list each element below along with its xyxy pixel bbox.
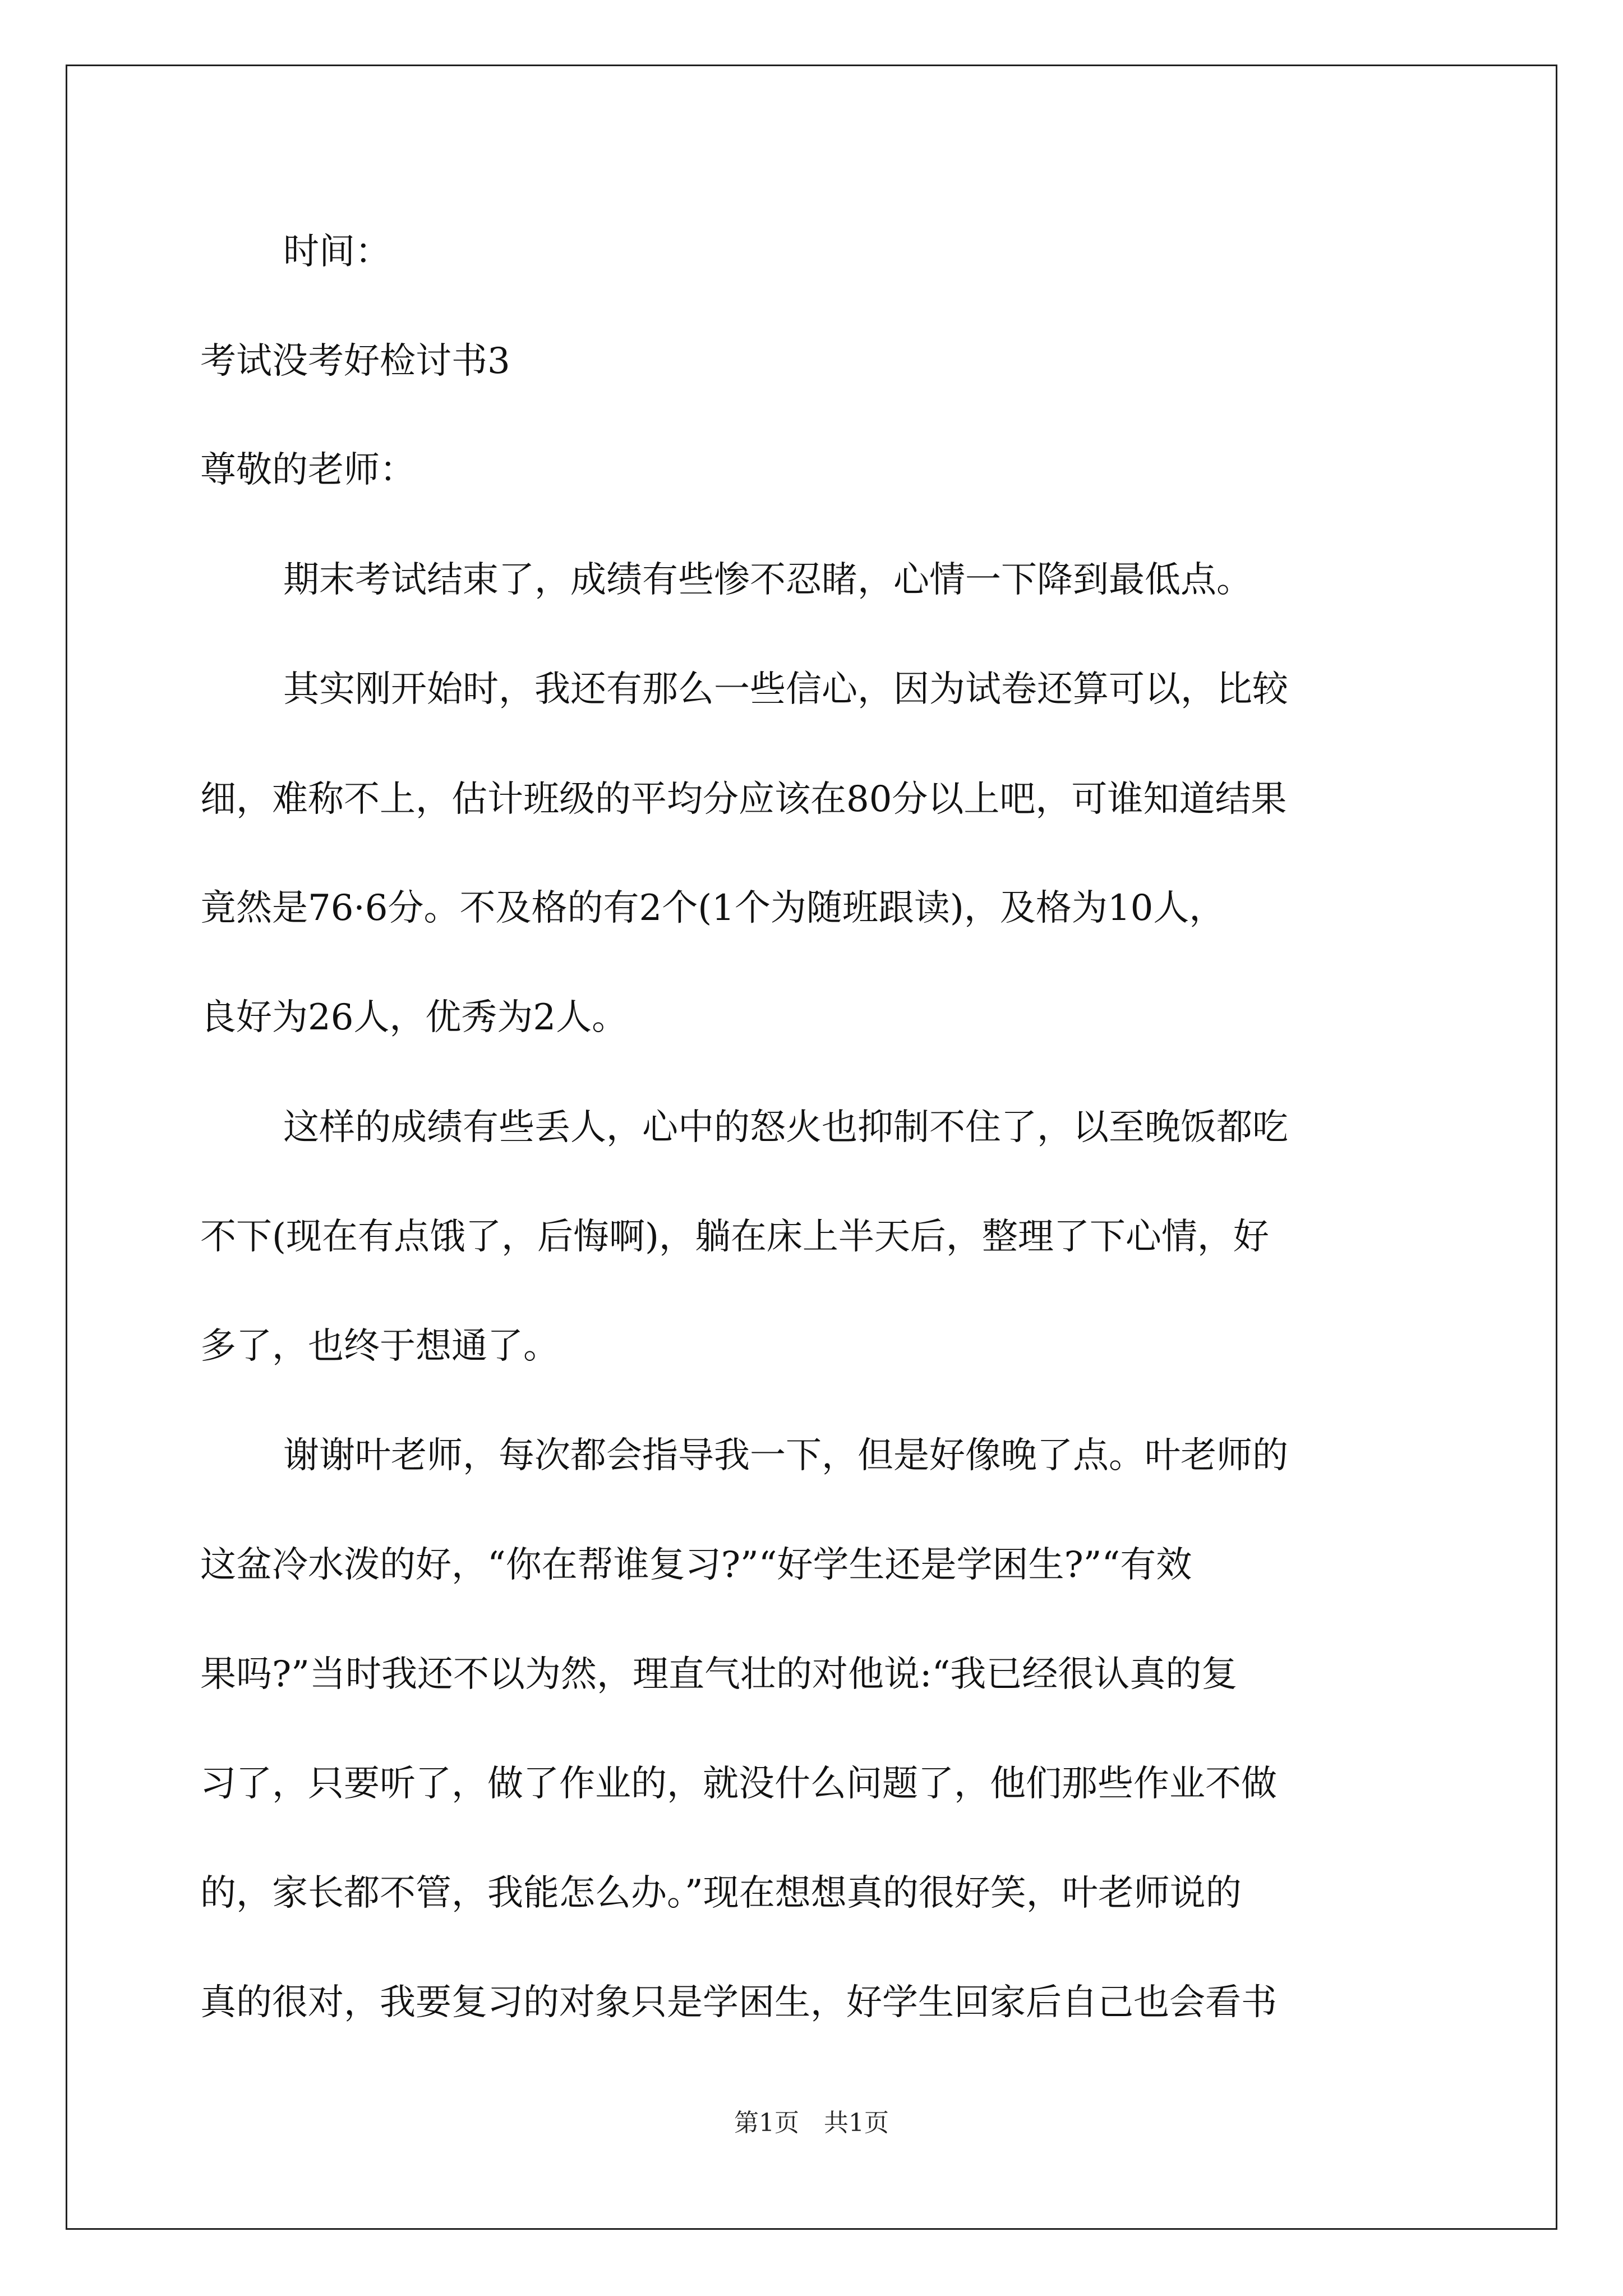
text-line: 不下(现在有点饿了，后悔啊)，躺在床上半天后，整理了下心情，好 bbox=[200, 1216, 1269, 1258]
text-line: 细，难称不上，估计班级的平均分应该在80分以上吧，可谁知道结果 bbox=[200, 779, 1287, 820]
text-line: 习了，只要听了，做了作业的，就没什么问题了，他们那些作业不做 bbox=[200, 1763, 1277, 1805]
document-title: 考试没考好检讨书3 bbox=[200, 341, 510, 382]
text-line: 良好为26人，优秀为2人。 bbox=[200, 997, 628, 1038]
text-line: 果吗?”当时我还不以为然，理直气壮的对他说:“我已经很认真的复 bbox=[200, 1654, 1238, 1695]
text-line: 的，家长都不管，我能怎么办。”现在想想真的很好笑，叶老师说的 bbox=[200, 1872, 1242, 1914]
time-label: 时间： bbox=[283, 231, 391, 273]
text-line: 这盆冷水泼的好，“你在帮谁复习?”“好学生还是学困生?”“有效 bbox=[200, 1544, 1192, 1586]
text-line: 多了，也终于想通了。 bbox=[200, 1326, 559, 1367]
text-line: 期末考试结束了，成绩有些惨不忍睹，心情一下降到最低点。 bbox=[283, 559, 1252, 601]
salutation: 尊敬的老师： bbox=[200, 449, 416, 491]
text-line: 竟然是76·6分。不及格的有2个(1个为随班跟读)，及格为10人， bbox=[200, 887, 1225, 929]
text-line: 谢谢叶老师，每次都会指导我一下，但是好像晚了点。叶老师的 bbox=[283, 1435, 1288, 1476]
text-line: 其实刚开始时，我还有那么一些信心，因为试卷还算可以，比较 bbox=[283, 669, 1288, 710]
text-line: 这样的成绩有些丢人，心中的怒火也抑制不住了，以至晚饭都吃 bbox=[283, 1107, 1288, 1148]
text-line: 真的很对，我要复习的对象只是学困生，好学生回家后自己也会看书 bbox=[200, 1982, 1277, 2023]
page-footer: 第1页 共1页 bbox=[734, 2109, 889, 2137]
